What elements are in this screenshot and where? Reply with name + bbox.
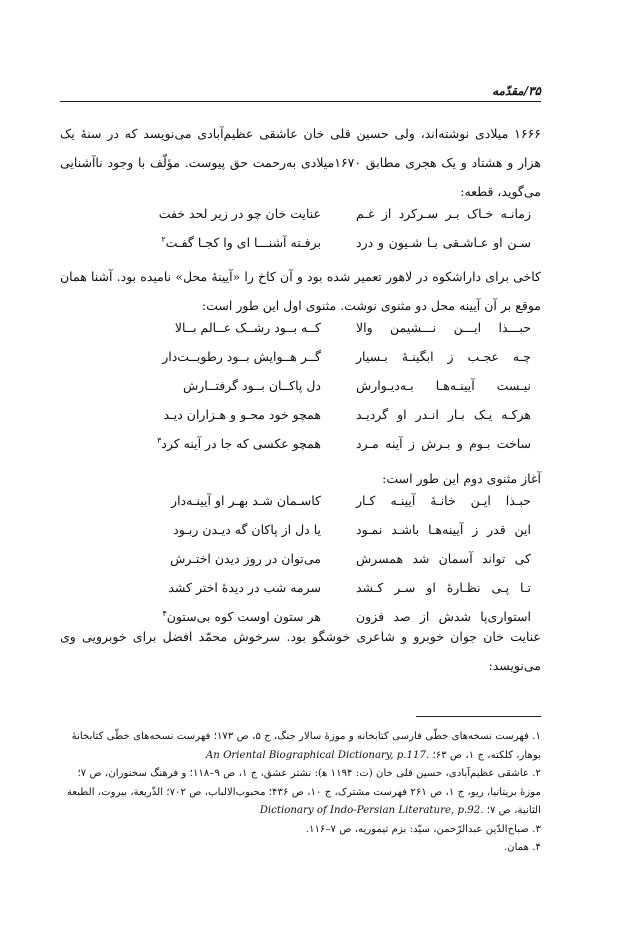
footnote-number: ۲. — [532, 768, 541, 779]
hemistich-first: کی تواند آسمان شد همسرش — [356, 551, 531, 566]
running-header: ۳۵/مقدّمه — [492, 84, 541, 98]
poem-line — [60, 378, 541, 407]
paragraph-1-text: ۱۶۶۶ میلادی نوشته‌اند، ولی حسین قلی خان عاشقی عظیم‌آبادی می‌نویسد که در سنهٔ یک هزار و هشتاد و یک هجری مطابق ۱۶۷۰میلادی به‌رحمت حق پیوست. مؤلّف با وجود ناآشنایی می‌گوید، قطعه: — [60, 126, 541, 199]
hemistich-first: استواری‌پا شدش از صد فزون — [356, 609, 531, 624]
hemistich-second: همچو خود محـو و هـزاران دیـد — [163, 407, 321, 422]
poem-line — [60, 349, 541, 378]
poem-line — [60, 235, 541, 264]
header-rule — [60, 101, 541, 102]
hemistich-first: تـا پـی نظـارهٔ او سـر کـشد — [356, 580, 531, 595]
footnote-number: ۳. — [532, 823, 541, 835]
hemistich-text: همچو عکسی که جا در آینه کرد — [161, 436, 321, 452]
footnote-number: ۴. — [532, 842, 541, 853]
hemistich-second — [146, 235, 321, 250]
poem-line — [60, 206, 541, 235]
hemistich-second: سرمه شب در دیدهٔ اختر کشد — [168, 580, 321, 595]
paragraph-3-text: عنایت خان جوان خوبرو و شاعری خوشگو بود. سرخوش محمّد افضل برای خوبرویی وی می‌نویسد: — [60, 629, 541, 673]
hemistich-text: برفـته آشنـــا ای وا کجـا گفـت — [165, 235, 321, 251]
footnote-item — [60, 728, 541, 765]
footnote-marker: ۴ — [162, 609, 167, 618]
footnote-marker: ۲ — [161, 235, 166, 244]
paragraph-2 — [60, 262, 541, 320]
footnote-number: ۱. — [532, 731, 541, 742]
poem-line — [60, 551, 541, 580]
footnote-text: همان. — [503, 842, 530, 853]
paragraph-1 — [60, 119, 541, 206]
hemistich-text: هر ستون اوست کوه بی‌ستون — [166, 609, 321, 625]
hemistich-first: سـن او عـاشـقی بـا شـیون و درد — [356, 235, 531, 250]
footnote-text: صباح‌الدّین عبدالرّحمن، سیّد: بزم تیموریه، ص ۷–۱۱۶. — [305, 823, 530, 835]
hemistich-first: هرکـه یـک بـار انـدر او گردیـد — [356, 407, 531, 422]
paragraph-intro-2 — [60, 464, 541, 493]
footnote-latin: An Oriental Biographical Dictionary, p.117. — [205, 749, 430, 761]
hemistich-second: کاسـمان شـد بهـر او آیینـه‌دار — [171, 493, 321, 508]
hemistich-second: دل پاکــان بــود گرفتــارش — [183, 378, 321, 393]
hemistich-first: حبـذا ایـن خانـهٔ آیینـه کـار — [356, 493, 531, 508]
hemistich-first: ساخت بـوم و بـرش ز آینه مـرد — [356, 436, 531, 451]
poem-line — [60, 320, 541, 349]
paragraph-3 — [60, 622, 541, 680]
footnote-item — [60, 765, 541, 821]
poem-line — [60, 436, 541, 465]
hemistich-second: گــر هــوایش بــود رطوبــت‌دار — [162, 349, 321, 364]
footnote-text: فهرست نسخه‌های خطّی فارسی کتابخانه و موزهٔ سالار جنگ، ج ۵، ص ۱۷۳؛ فهرست نسخه‌های خطّی کتابخانهٔ بوهار، کلکته، ج ۱، ص ۶۳؛ — [71, 731, 541, 761]
paragraph-2-text: کاخی برای داراشکوه در لاهور تعمیر شده بود و آن کاخ را «آیینهٔ محل» نامیده بود. آشنا همان موقع بر آن آیینه محل دو مثنوی نوشت. مثنوی اول این طور است: — [60, 269, 541, 313]
hemistich-second — [146, 436, 321, 451]
hemistich-first: این قدر ز آیینه‌هـا باشـد نمـود — [356, 522, 531, 537]
hemistich-first: چـه عجـب ز ابگینـهٔ بـسیار — [356, 349, 531, 364]
footnote-rule — [416, 716, 541, 717]
hemistich-second: یا دل از پاکان گه دیـدن ربـود — [173, 522, 321, 537]
footnote-item — [60, 821, 541, 840]
footnote-latin: Dictionary of Indo-Persian Literature, p.92. — [259, 805, 484, 816]
footnote-text: عاشقی عظیم‌آبادی، حسین قلی خان (ت: ۱۱۹۴ ﻫ): نشتر عشق، ج ۱، ص ۹–۱۱۸؛ و فرهنگ سخنوران، ص ۷؛ موزهٔ بریتانیا، ریو، ج ۱، ص ۲۶۱ فهرست مشترک، ج ۱۰، ص ۴۳۶؛ محبوب‌الالباب، ص ۷۰۲؛ الذّریعة، بیروت، الطبعة الثانیة، ص ۷؛ — [66, 768, 541, 816]
hemistich-second: می‌توان در روز دیدن اختـرش — [170, 551, 321, 566]
poem-line — [60, 580, 541, 609]
hemistich-second: عنایت خان چو در زیر لحد خفت — [158, 206, 321, 221]
poem-line — [60, 522, 541, 551]
intro-text: آغاز مثنوی دوم این طور است: — [382, 471, 541, 486]
footnotes — [60, 728, 541, 858]
poem-line — [60, 493, 541, 522]
hemistich-first: حبـــذا ایـــن نـــشیمن والا — [356, 320, 531, 335]
footnote-marker: ۳ — [156, 436, 162, 445]
hemistich-first: زمانـه خـاک بـر سـرکرد از غـم — [356, 206, 531, 221]
hemistich-second: کــه بــود رشــک عــالم بــالا — [174, 320, 321, 335]
poem-line — [60, 407, 541, 436]
hemistich-first: نیـست آیینـه‌هـا بـه‌دیـوارش — [356, 378, 531, 393]
footnote-item — [60, 839, 541, 858]
